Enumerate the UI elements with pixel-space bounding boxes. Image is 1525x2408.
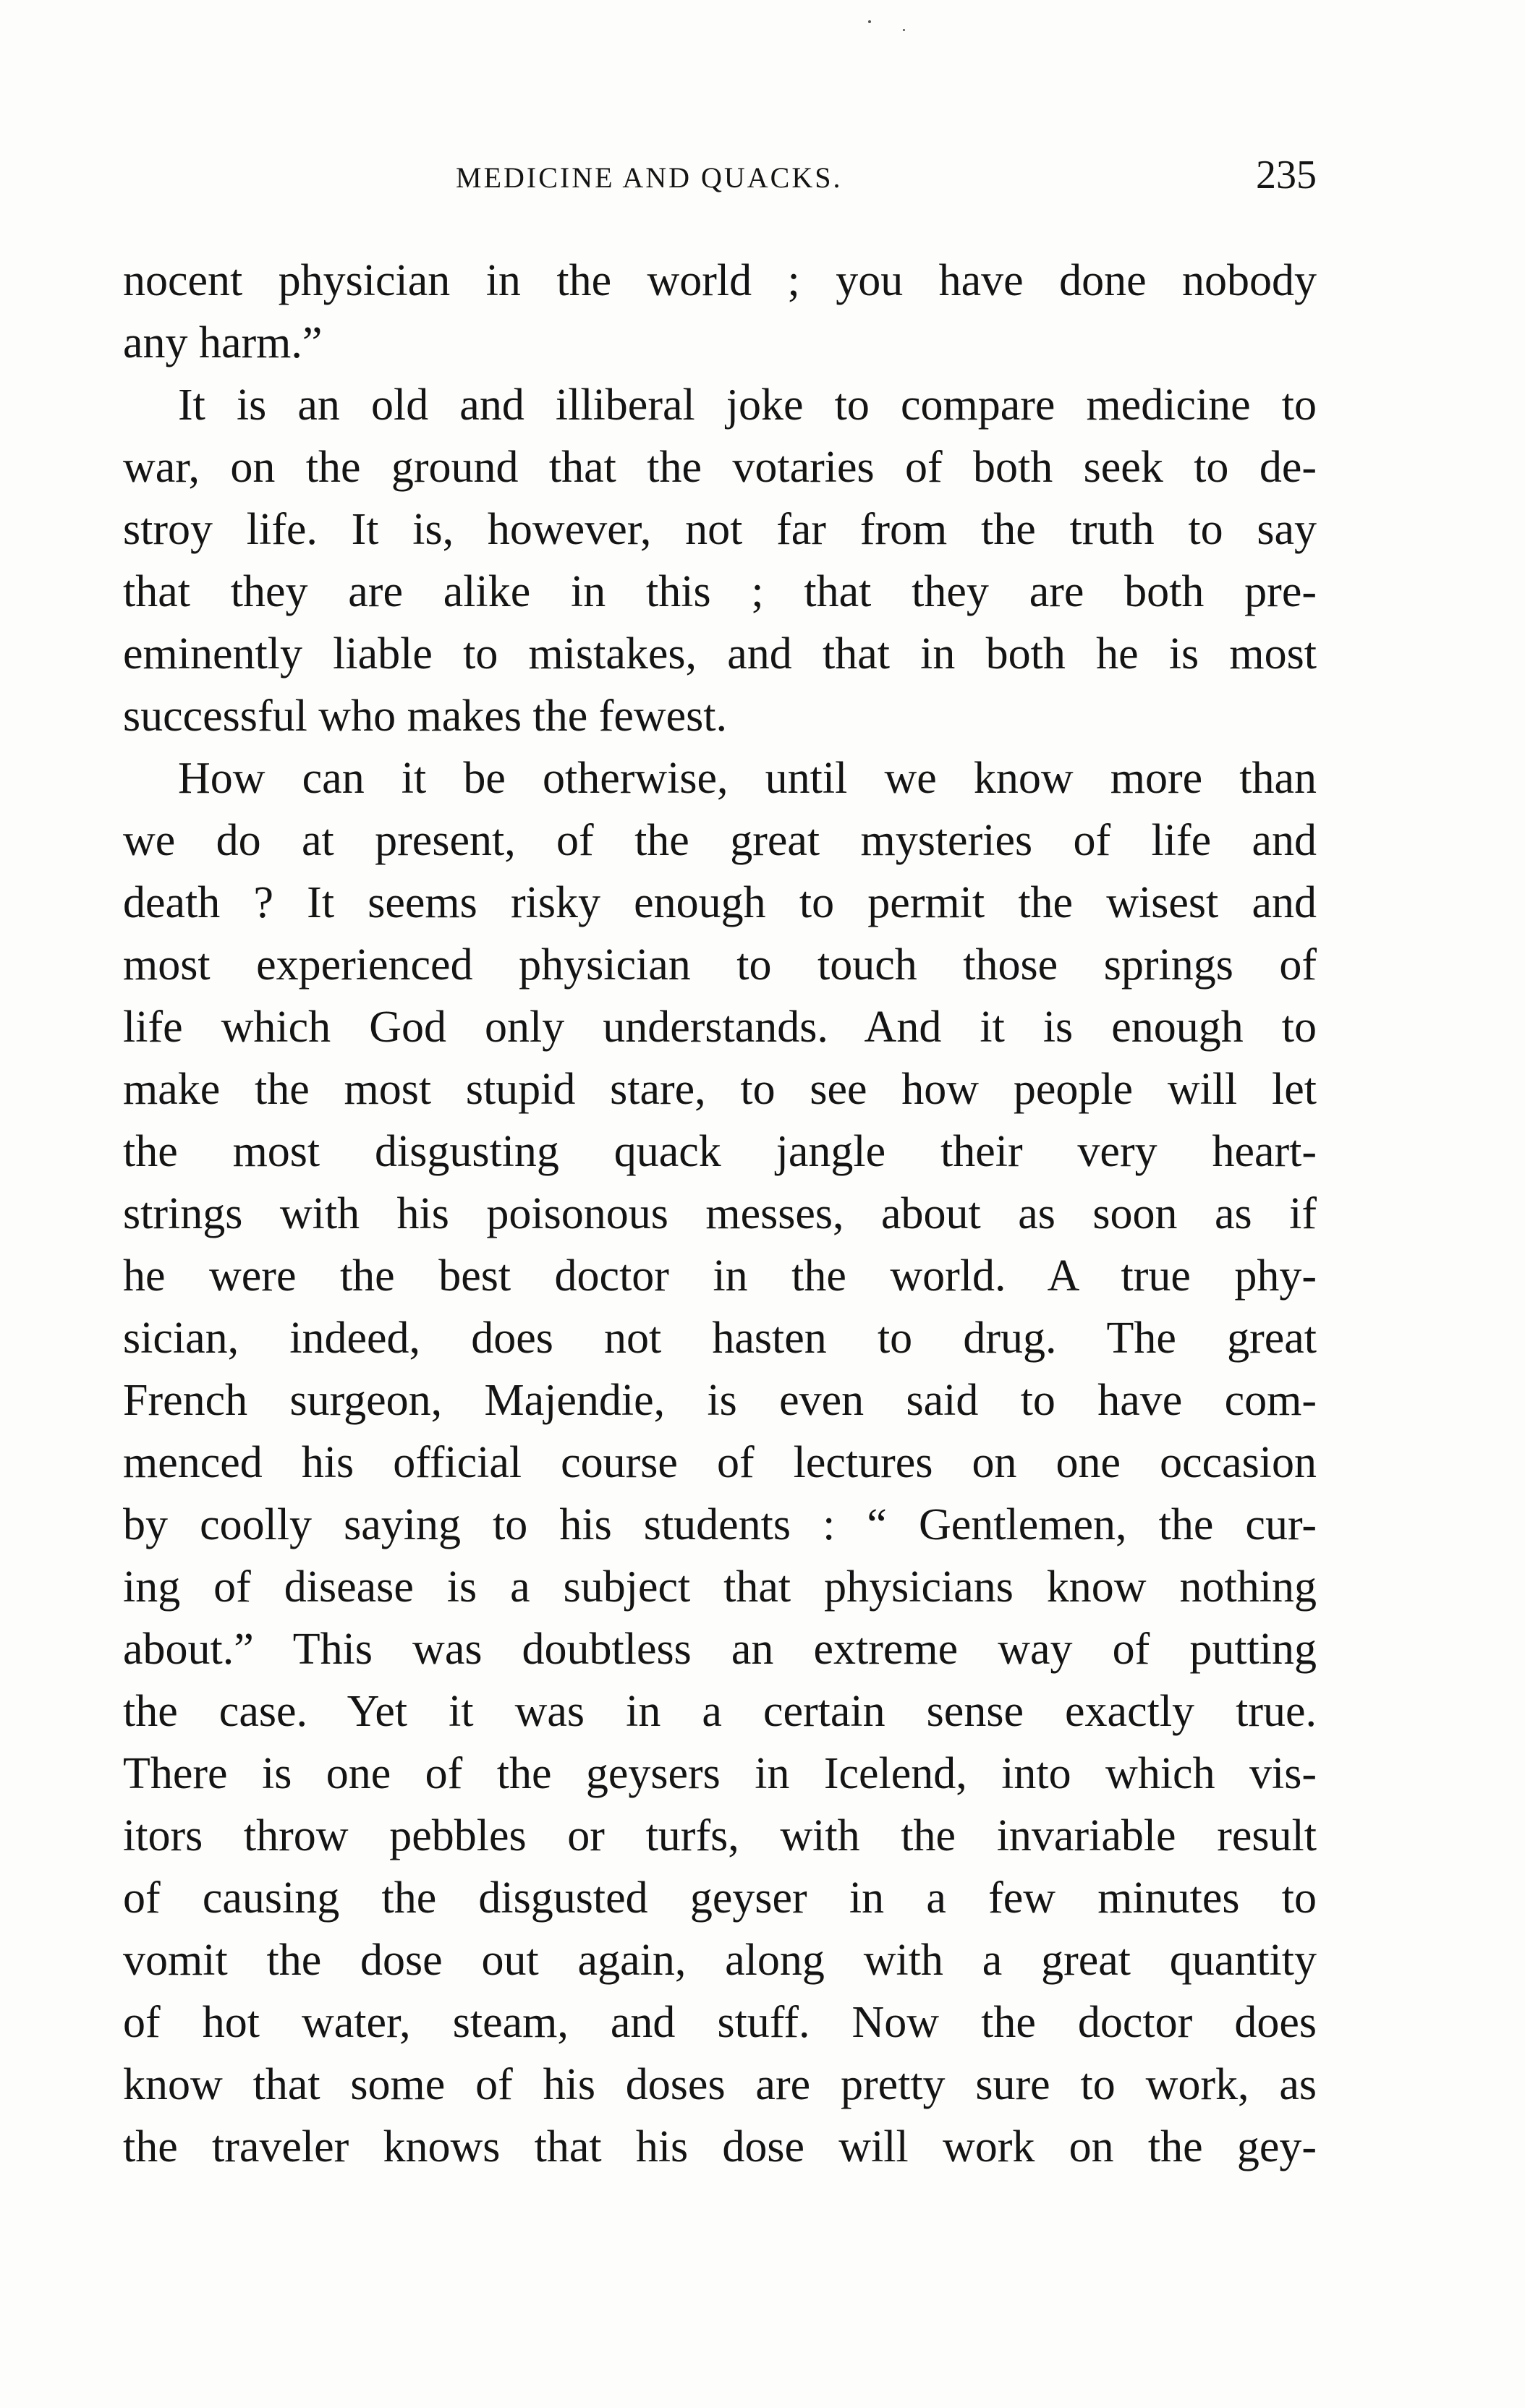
running-head: MEDICINE AND QUACKS. <box>456 161 843 194</box>
text-line: ing of disease is a subject that physicians know nothing <box>123 1562 1317 1612</box>
text-line: the traveler knows that his dose will work on the gey- <box>123 2122 1317 2171</box>
text-line: by coolly saying to his students : “ Gentlemen, the cur- <box>123 1500 1317 1549</box>
body-text <box>123 250 1317 2178</box>
text-line: How can it be otherwise, until we know more than <box>178 754 1317 803</box>
text-line: It is an old and illiberal joke to compare medicine to <box>178 380 1317 430</box>
text-line: of causing the disgusted geyser in a few minutes to <box>123 1873 1317 1923</box>
text-line: the most disgusting quack jangle their very heart- <box>123 1127 1317 1176</box>
text-line: strings with his poisonous messes, about as soon as if <box>123 1189 1317 1238</box>
text-line: make the most stupid stare, to see how people will let <box>123 1065 1317 1114</box>
text-line: eminently liable to mistakes, and that in both he is most <box>123 629 1317 678</box>
text-line: of hot water, steam, and stuff. Now the doctor does <box>123 1998 1317 2047</box>
text-line: most experienced physician to touch those springs of <box>123 940 1317 990</box>
text-line: vomit the dose out again, along with a great quantity <box>123 1936 1317 1985</box>
text-line: French surgeon, Majendie, is even said to have com- <box>123 1376 1317 1425</box>
text-line: about.” This was doubtless an extreme way of putting <box>123 1625 1317 1674</box>
text-line: sician, indeed, does not hasten to drug. The great <box>123 1314 1317 1363</box>
text-line: menced his official course of lectures on one occasion <box>123 1438 1317 1487</box>
text-line: stroy life. It is, however, not far from the truth to say <box>123 505 1317 554</box>
text-line: that they are alike in this ; that they are both pre- <box>123 567 1317 616</box>
page-header <box>123 152 1317 210</box>
text-line: itors throw pebbles or turfs, with the invariable result <box>123 1811 1317 1860</box>
text-line: death ? It seems risky enough to permit the wisest and <box>123 878 1317 927</box>
text-line: life which God only understands. And it is enough to <box>123 1003 1317 1052</box>
print-speck <box>868 20 871 23</box>
page-number: 235 <box>1256 153 1317 197</box>
text-line: we do at present, of the great mysteries of life and <box>123 816 1317 865</box>
text-line: nocent physician in the world ; you have done nobody <box>123 256 1317 305</box>
text-line: successful who makes the fewest. <box>123 692 728 741</box>
text-line: know that some of his doses are pretty sure to work, as <box>123 2060 1317 2109</box>
print-speck <box>903 29 905 31</box>
text-line: he were the best doctor in the world. A true phy- <box>123 1251 1317 1301</box>
text-line: There is one of the geysers in Icelend, into which vis- <box>123 1749 1317 1798</box>
text-line: war, on the ground that the votaries of both seek to de- <box>123 443 1317 492</box>
text-line: the case. Yet it was in a certain sense exactly true. <box>123 1687 1317 1736</box>
text-line: any harm.” <box>123 318 323 367</box>
